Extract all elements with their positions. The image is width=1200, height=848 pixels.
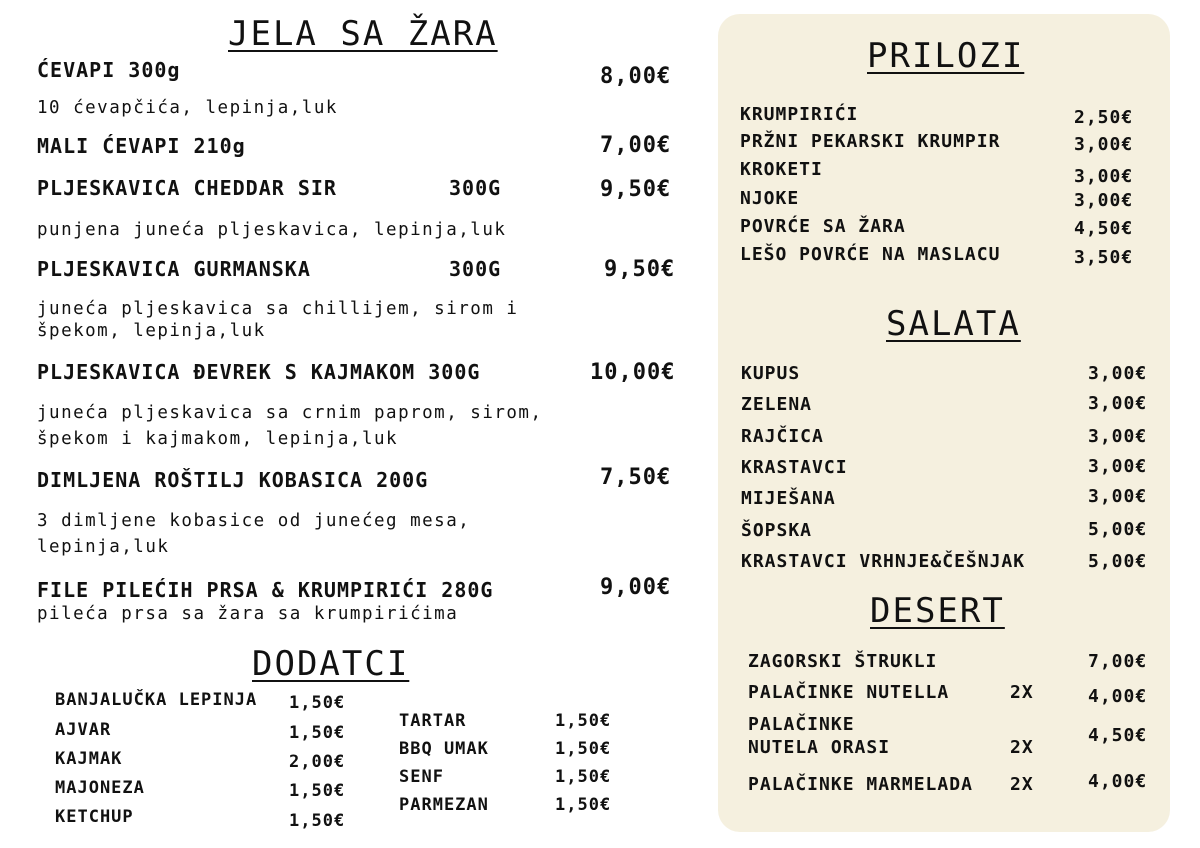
dessert-qty: 2X bbox=[1010, 682, 1034, 703]
salad-name: ŠOPSKA bbox=[741, 520, 813, 541]
addon-name: BBQ UMAK bbox=[399, 739, 489, 759]
addon-name: TARTAR bbox=[399, 711, 467, 731]
item-price: 7,00€ bbox=[600, 133, 672, 158]
item-price: 9,00€ bbox=[600, 575, 672, 600]
dessert-price: 4,50€ bbox=[1088, 725, 1148, 746]
item-name: FILE PILEĆIH PRSA & KRUMPIRIĆI 280G bbox=[37, 578, 494, 602]
dessert-heading: DESERT bbox=[870, 591, 1005, 631]
salad-price: 3,00€ bbox=[1088, 363, 1148, 384]
sides-heading: PRILOZI bbox=[867, 36, 1025, 76]
addon-name: PARMEZAN bbox=[399, 795, 489, 815]
grill-heading: JELA SA ŽARA bbox=[228, 14, 498, 54]
item-price: 8,00€ bbox=[600, 64, 672, 89]
salad-price: 3,00€ bbox=[1088, 426, 1148, 447]
salad-price: 3,00€ bbox=[1088, 393, 1148, 414]
salad-name: RAJČICA bbox=[741, 426, 824, 447]
dessert-price: 4,00€ bbox=[1088, 686, 1148, 707]
dessert-name: ZAGORSKI ŠTRUKLI bbox=[748, 651, 938, 672]
addon-name: MAJONEZA bbox=[55, 778, 145, 798]
salad-price: 3,00€ bbox=[1088, 456, 1148, 477]
dessert-price: 4,00€ bbox=[1088, 771, 1148, 792]
side-price: 3,00€ bbox=[1074, 166, 1134, 187]
salad-price: 5,00€ bbox=[1088, 519, 1148, 540]
item-name: PLJESKAVICA ĐEVREK S KAJMAKOM 300G bbox=[37, 360, 481, 384]
addon-name: AJVAR bbox=[55, 720, 112, 740]
addons-heading: DODATCI bbox=[252, 644, 410, 684]
dessert-name-line2: NUTELA ORASI bbox=[748, 737, 891, 758]
item-description-line2: špekom, lepinja,luk bbox=[37, 321, 266, 341]
item-name: ĆEVAPI 300g bbox=[37, 58, 181, 82]
side-price: 3,00€ bbox=[1074, 134, 1134, 155]
item-description: juneća pljeskavica sa chillijem, sirom i bbox=[37, 299, 519, 319]
salad-name: KUPUS bbox=[741, 363, 801, 384]
addon-price: 1,50€ bbox=[555, 739, 612, 759]
item-description-line2: lepinja,luk bbox=[37, 537, 170, 557]
side-name: KROKETI bbox=[740, 159, 823, 180]
salad-name: KRASTAVCI VRHNJE&ČEŠNJAK bbox=[741, 551, 1026, 572]
addon-price: 1,50€ bbox=[555, 767, 612, 787]
side-name: PRŽNI PEKARSKI KRUMPIR bbox=[740, 131, 1001, 152]
addon-name: KETCHUP bbox=[55, 807, 134, 827]
side-name: KRUMPIRIĆI bbox=[740, 104, 859, 125]
side-name: POVRĆE SA ŽARA bbox=[740, 216, 906, 237]
dessert-name: PALAČINKE NUTELLA bbox=[748, 682, 950, 703]
dessert-name: PALAČINKE MARMELADA bbox=[748, 774, 973, 795]
dessert-price: 7,00€ bbox=[1088, 651, 1148, 672]
item-name: MALI ĆEVAPI 210g bbox=[37, 134, 246, 158]
side-price: 4,50€ bbox=[1074, 218, 1134, 239]
addon-price: 1,50€ bbox=[289, 723, 346, 743]
salad-name: KRASTAVCI bbox=[741, 457, 848, 478]
item-description: juneća pljeskavica sa crnim paprom, sirom, bbox=[37, 403, 543, 423]
addon-name: BANJALUČKA LEPINJA bbox=[55, 690, 258, 710]
addon-price: 1,50€ bbox=[289, 781, 346, 801]
dessert-name: PALAČINKE bbox=[748, 714, 855, 735]
item-price: 10,00€ bbox=[590, 360, 676, 385]
addon-name: SENF bbox=[399, 767, 444, 787]
item-weight: 300G bbox=[449, 257, 502, 281]
item-weight: 300G bbox=[449, 176, 502, 200]
salad-heading: SALATA bbox=[886, 304, 1021, 344]
dessert-qty: 2X bbox=[1010, 774, 1034, 795]
salad-name: MIJEŠANA bbox=[741, 488, 836, 509]
addon-price: 1,50€ bbox=[555, 795, 612, 815]
item-description: pileća prsa sa žara sa krumpirićima bbox=[37, 604, 459, 624]
side-name: LEŠO POVRĆE NA MASLACU bbox=[740, 244, 1001, 265]
item-name: DIMLJENA ROŠTILJ KOBASICA 200G bbox=[37, 468, 429, 492]
item-description: 3 dimljene kobasice od junećeg mesa, bbox=[37, 511, 471, 531]
salad-name: ZELENA bbox=[741, 394, 813, 415]
item-description-line2: špekom i kajmakom, lepinja,luk bbox=[37, 429, 399, 449]
addon-name: KAJMAK bbox=[55, 749, 123, 769]
side-price: 3,50€ bbox=[1074, 247, 1134, 268]
addon-price: 2,00€ bbox=[289, 752, 346, 772]
item-name: PLJESKAVICA GURMANSKA bbox=[37, 257, 311, 281]
addon-price: 1,50€ bbox=[555, 711, 612, 731]
item-price: 9,50€ bbox=[604, 257, 676, 282]
salad-price: 5,00€ bbox=[1088, 551, 1148, 572]
item-price: 9,50€ bbox=[600, 177, 672, 202]
item-price: 7,50€ bbox=[600, 465, 672, 490]
side-price: 3,00€ bbox=[1074, 190, 1134, 211]
salad-price: 3,00€ bbox=[1088, 486, 1148, 507]
addon-price: 1,50€ bbox=[289, 811, 346, 831]
dessert-qty: 2X bbox=[1010, 737, 1034, 758]
item-name: PLJESKAVICA CHEDDAR SIR bbox=[37, 176, 337, 200]
side-name: NJOKE bbox=[740, 188, 800, 209]
item-description: punjena juneća pljeskavica, lepinja,luk bbox=[37, 220, 507, 240]
addon-price: 1,50€ bbox=[289, 693, 346, 713]
item-description: 10 ćevapčića, lepinja,luk bbox=[37, 98, 338, 118]
side-price: 2,50€ bbox=[1074, 107, 1134, 128]
